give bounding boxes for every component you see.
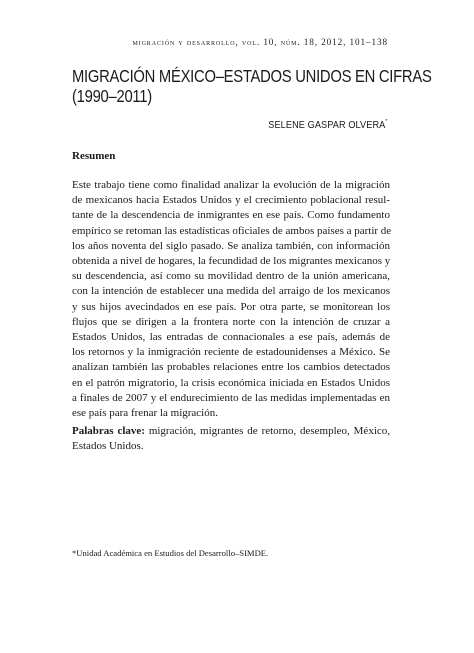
abstract-line: Este trabajo tiene como finalidad analizar la evolución de la migración (72, 179, 390, 191)
abstract-line: los años noventa del siglo pasado. Se analiza también, con información (72, 239, 390, 252)
article-title-line-1: MIGRACIÓN MÉXICO–ESTADOS UNIDOS EN CIFRAS (72, 66, 432, 86)
abstract-line: su descendencia, así como su movilidad dentro de la unión americana, (72, 270, 390, 283)
running-head: migración y desarrollo, vol. 10, núm. 18, 2012, 101–138 (132, 37, 388, 47)
keywords-line-2: Estados Unidos. (72, 440, 144, 453)
abstract-line: tante de la descendencia de inmigrantes en ese país. Como fundamento (72, 209, 390, 222)
article-title (72, 66, 432, 106)
abstract-line: y sus hijos avecindados en ese país. Por otra parte, se monitorean los (72, 300, 390, 313)
abstract-line: Estados Unidos, las entradas de connacionales a ese país, además de (72, 331, 390, 344)
abstract-line: obtenida a nivel de hogares, la fecundidad de los migrantes mexicanos y (72, 255, 391, 268)
abstract-line: flujos que se dirigen a la frontera norte con la intención de cruzar a (72, 315, 390, 328)
keywords-label: Palabras clave: (72, 425, 145, 437)
keywords-line-1 (72, 424, 390, 439)
keywords (72, 424, 390, 454)
abstract-line: con la intención de establecer una medida del arraigo de los mexicanos (72, 285, 390, 298)
abstract-line: en el patrón migratorio, la crisis económica iniciada en Estados Unidos (72, 376, 390, 389)
author-name (269, 119, 388, 131)
author-name-text: SELENE GASPAR OLVERA (268, 120, 386, 131)
article-title-line-2: (1990–2011) (72, 86, 152, 106)
author-footnote-mark: * (385, 119, 388, 125)
abstract-line: de mexicanos hacia Estados Unidos y el crecimiento poblacional resul- (72, 194, 390, 207)
abstract-body (72, 178, 390, 421)
keywords-text-1: migración, migrantes de retorno, desempleo, México, (144, 425, 391, 437)
abstract-heading: Resumen (72, 150, 116, 162)
abstract-line: los retornos y la inmigración reciente de estadounidenses a México. Se (72, 346, 390, 359)
author-affiliation-footnote: *Unidad Académica en Estudios del Desarrollo–SIMDE. (72, 548, 269, 558)
abstract-line: analizan también las probables relaciones entre los cambios detectados (72, 361, 390, 374)
abstract-line: empírico se retoman las estadísticas oficiales de ambos países a partir de (72, 224, 392, 237)
abstract-line: a finales de 2007 y el endurecimiento de las medidas implementadas en (72, 391, 390, 404)
abstract-line: ese país para frenar la migración. (72, 407, 218, 420)
